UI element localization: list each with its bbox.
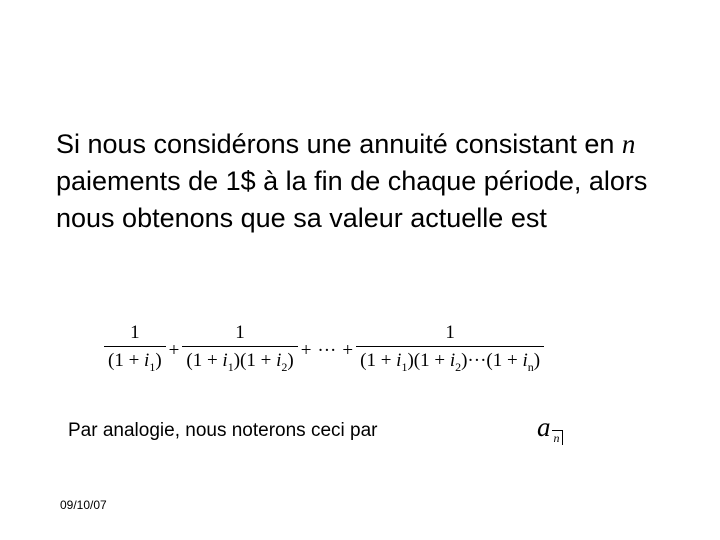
intro-variable-n: n	[621, 129, 636, 159]
plus-operator: +	[342, 339, 354, 361]
term-n-denominator: $(1 + i_1)(1 + i_2)\cdot\cdot\cdot(1 + i_n)$	[356, 346, 544, 378]
term-n-numerator: 1	[445, 322, 455, 344]
formula-term-2	[182, 322, 297, 378]
formula-term-n	[356, 322, 544, 378]
slide-date: 09/10/07	[60, 498, 107, 512]
annuity-symbol-letter: a	[537, 412, 551, 442]
plus-operator: +	[300, 339, 312, 361]
intro-text-end: paiements de 1$ à la fin de chaque période, alors nous obtenons que sa valeur actuelle est	[56, 166, 648, 233]
plus-operator: +	[168, 339, 180, 361]
present-value-formula	[104, 318, 544, 382]
ellipsis: ···	[317, 339, 337, 361]
annuity-symbol	[537, 412, 563, 445]
term-2-numerator: 1	[235, 322, 245, 344]
term-1-denominator: $(1 + i_1)$	[104, 346, 166, 378]
formula-term-1	[104, 322, 166, 378]
intro-paragraph	[56, 126, 696, 237]
term-1-numerator: 1	[130, 322, 140, 344]
term-2-denominator: $(1 + i_1)(1 + i_2)$	[182, 346, 297, 378]
intro-text-start: Si nous considérons une annuité consistant en	[56, 129, 622, 159]
annuity-symbol-subscript: n	[552, 430, 563, 445]
analogy-text: Par analogie, nous noterons ceci par	[68, 420, 378, 441]
